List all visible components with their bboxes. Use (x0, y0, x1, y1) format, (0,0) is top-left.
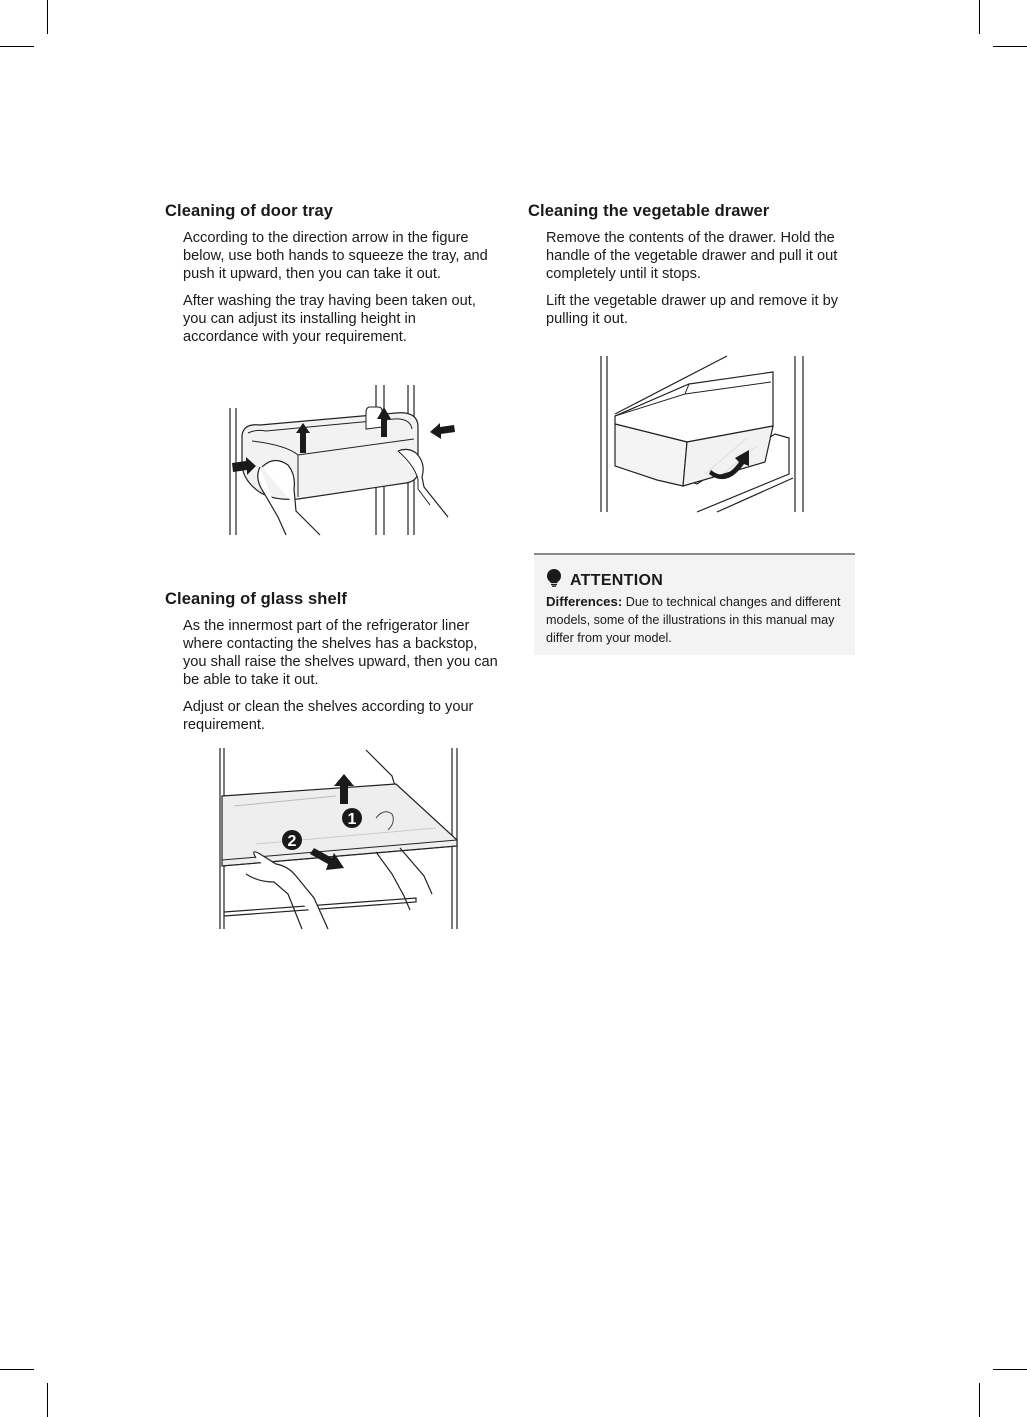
crop-mark (979, 0, 980, 34)
attention-body: Due to technical changes and different models, some of the illustrations in this manual may differ from your model. (546, 595, 841, 645)
attention-header (546, 569, 663, 592)
crop-mark (0, 1369, 34, 1370)
step-1-label: 1 (347, 811, 357, 828)
crop-mark (993, 1369, 1027, 1370)
vegetable-drawer-paragraph-2: Lift the vegetable drawer up and remove it by pulling it out. (546, 293, 839, 327)
door-tray-section (165, 202, 500, 346)
door-tray-illustration (226, 383, 456, 536)
crop-mark (47, 1383, 48, 1417)
vegetable-drawer-section (528, 202, 868, 328)
crop-mark (993, 46, 1027, 47)
attention-label: Differences: (546, 594, 623, 609)
vegetable-drawer-paragraph-1: Remove the contents of the drawer. Hold the handle of the vegetable drawer and pull it out completely until it stops. (546, 230, 838, 282)
lightbulb-icon (546, 569, 562, 592)
door-tray-paragraph-1: According to the direction arrow in the figure below, use both hands to squeeze the tray, and push it upward, then you can take it out. (183, 230, 488, 282)
door-tray-paragraph-2: After washing the tray having been taken out, you can adjust its installing height in accordance with your requirement. (183, 293, 476, 345)
vegetable-drawer-heading: Cleaning the vegetable drawer (528, 202, 770, 220)
glass-shelf-paragraph-2: Adjust or clean the shelves according to your requirement. (183, 699, 474, 733)
attention-box (534, 553, 855, 655)
vegetable-drawer-illustration (597, 354, 809, 514)
glass-shelf-paragraph-1: As the innermost part of the refrigerator liner where contacting the shelves has a backstop, you shall raise the shelves upward, then you can be able to take it out. (183, 618, 498, 688)
crop-mark (0, 46, 34, 47)
attention-text (546, 593, 846, 647)
step-2-label: 2 (287, 833, 297, 850)
glass-shelf-section (165, 590, 505, 734)
attention-title: ATTENTION (570, 571, 664, 589)
crop-mark (47, 0, 48, 34)
glass-shelf-heading: Cleaning of glass shelf (165, 590, 348, 608)
glass-shelf-illustration (216, 748, 462, 930)
crop-mark (979, 1383, 980, 1417)
door-tray-heading: Cleaning of door tray (165, 202, 334, 220)
